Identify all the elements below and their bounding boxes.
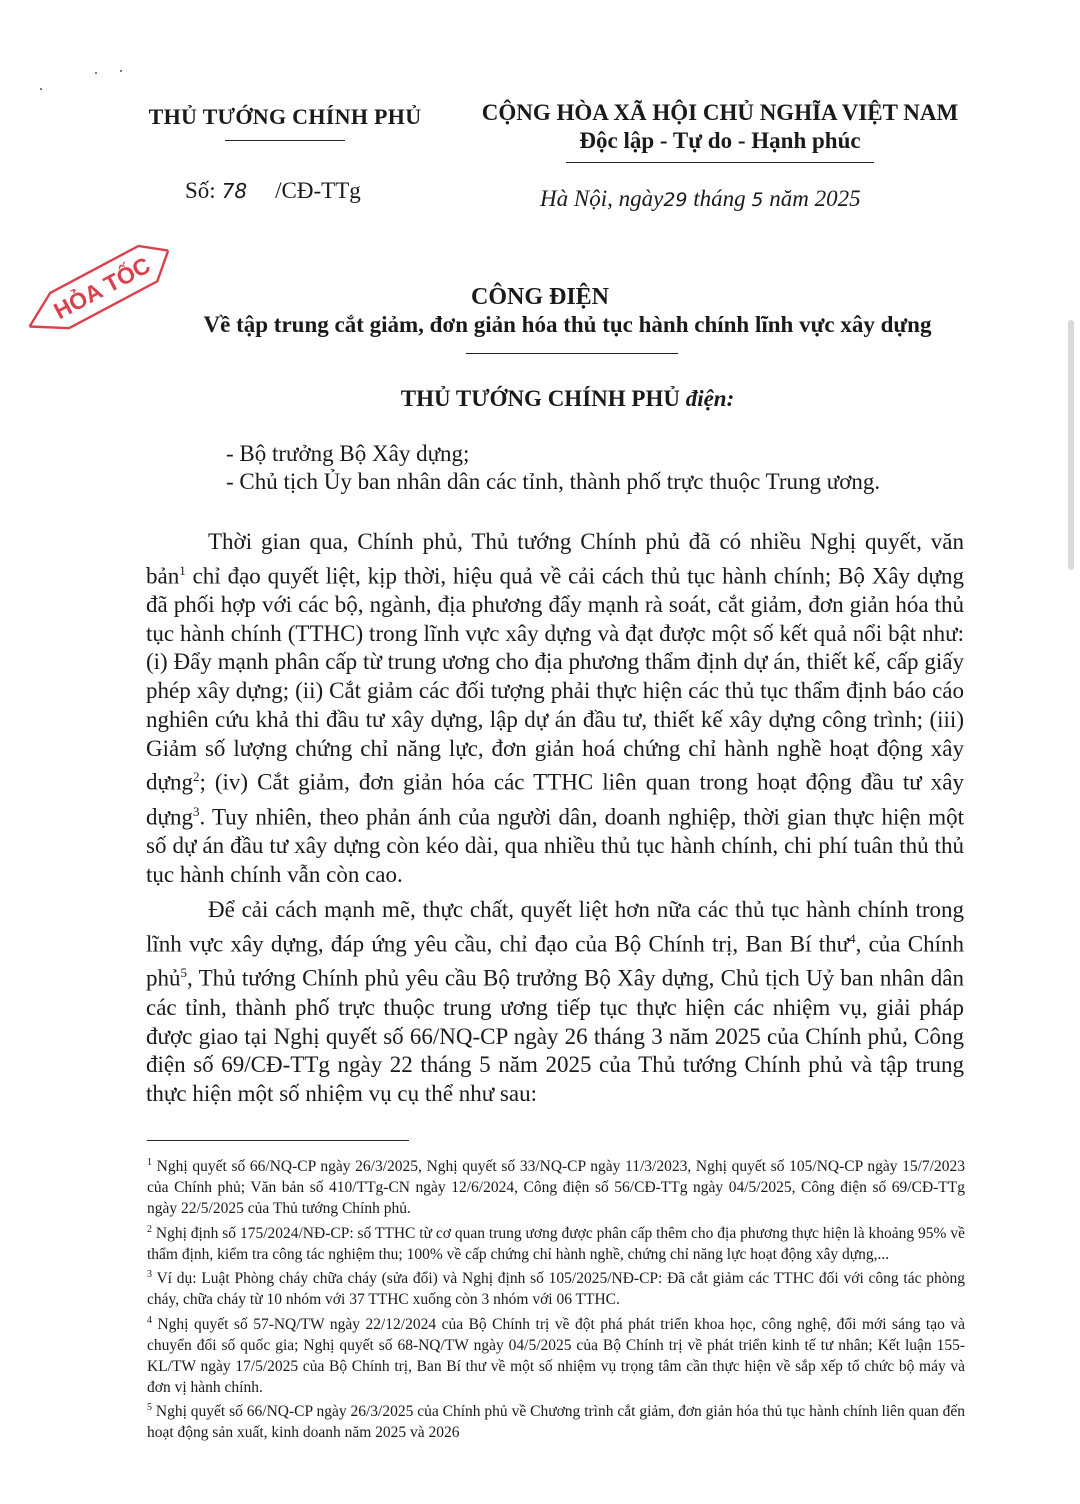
- number-handwritten: 78: [221, 179, 248, 203]
- footnote-item: [147, 1220, 965, 1266]
- sender-name: THỦ TƯỚNG CHÍNH PHỦ: [400, 386, 680, 411]
- document-subtitle: Về tập trung cắt giảm, đơn giản hóa thủ tục hành chính lĩnh vực xây dựng: [203, 312, 932, 337]
- recipient-item: - Chủ tịch Ủy ban nhân dân các tỉnh, thành phố trực thuộc Trung ương.: [226, 469, 881, 494]
- footnote-mark: 5: [147, 1402, 152, 1414]
- date-month: 5: [751, 189, 764, 211]
- footnote-text: Nghị định số 175/2024/NĐ-CP: số TTHC từ cơ quan trung ương được phân cấp thêm cho địa phương thực hiện là khoảng 95% về thẩm định, kiểm tra công tác nghiệm thu; 100% về cấp chứng chỉ hành nghề, chứng chỉ năng lực hoạt động xây dựng,...: [147, 1224, 965, 1263]
- date-year: năm 2025: [769, 186, 861, 211]
- footnote-mark: 3: [147, 1269, 152, 1281]
- sender-suffix: điện:: [685, 386, 735, 411]
- footnote-mark: 2: [147, 1223, 152, 1235]
- national-title-block: [470, 100, 970, 163]
- number-prefix: Số:: [185, 178, 216, 203]
- footnote-item: [147, 1311, 965, 1398]
- footnote-item: [147, 1153, 965, 1220]
- footnote-ref[interactable]: 2: [192, 769, 200, 785]
- agency-underline: [225, 140, 345, 141]
- footnote-item: [147, 1398, 965, 1444]
- motto-underline: [566, 162, 874, 163]
- footnote-text: Nghị quyết số 66/NQ-CP ngày 26/3/2025 của Chính phủ về Chương trình cắt giảm, đơn giản hóa thủ tục hành chính liên quan đến hoạt động sản xuất, kinh doanh năm 2025 và 2026: [147, 1403, 965, 1442]
- footnote-separator: [147, 1140, 409, 1141]
- stamp-text: HỎA TỐC: [49, 251, 155, 325]
- body-paragraph-1: [146, 528, 964, 889]
- footnote-text: Nghị quyết số 66/NQ-CP ngày 26/3/2025, Nghị quyết số 33/NQ-CP ngày 11/3/2023, Nghị quyết số 105/NQ-CP ngày 15/7/2023 của Chính phủ; Văn bản số 410/TTg-CN ngày 12/6/2024, Công điện số 56/CĐ-TTg ngày 04/5/2025, Công điện số 69/CĐ-TTg ngày 22/5/2025 của Thủ tướng Chính phủ.: [147, 1158, 965, 1217]
- recipients-list: [226, 440, 880, 496]
- scan-speck: [40, 88, 42, 90]
- footnote-ref[interactable]: 1: [179, 562, 186, 578]
- issuing-agency-block: [140, 104, 430, 141]
- number-suffix: /CĐ-TTg: [275, 178, 361, 203]
- body-paragraph-2: [146, 896, 964, 1108]
- footnote-item: [147, 1265, 965, 1311]
- footnote-ref[interactable]: 5: [180, 965, 187, 981]
- date-prefix: Hà Nội, ngày: [540, 186, 664, 211]
- text-run: , của Chính phủ: [146, 931, 964, 992]
- nation-name: CỘNG HÒA XÃ HỘI CHỦ NGHĨA VIỆT NAM: [481, 100, 959, 125]
- document-number: [185, 178, 361, 204]
- text-run: , Thủ tướng Chính phủ yêu cầu Bộ trưởng Bộ Xây dựng, Chủ tịch Uỷ ban nhân dân các tỉnh, thành phố trực thuộc trung ương tiếp tục thực hiện các nhiệm vụ, giải pháp được giao tại Nghị quyết số 66/NQ-CP ngày 26 tháng 3 năm 2025 của Chính phủ, Công điện số 69/CĐ-TTg ngày 22 tháng 5 năm 2025 của Thủ tướng Chính phủ và tập trung thực hiện một số nhiệm vụ cụ thể như sau:: [146, 966, 964, 1106]
- footnote-ref[interactable]: 4: [849, 931, 856, 947]
- scan-speck: [95, 72, 97, 74]
- body-text: [146, 528, 964, 1116]
- footnote-mark: 1: [147, 1157, 152, 1168]
- date-month-label: tháng: [693, 186, 746, 211]
- text-run: Để cải cách mạnh mẽ, thực chất, quyết liệt hơn nữa các thủ tục hành chính trong lĩnh vực xây dựng, đáp ứng yêu cầu, chỉ đạo của Bộ Chính trị, Ban Bí thư: [146, 897, 964, 957]
- document-title: CÔNG ĐIỆN: [470, 284, 609, 310]
- footnote-text: Ví dụ: Luật Phòng cháy chữa cháy (sửa đổi) và Nghị định số 105/2025/NĐ-CP: Đã cắt giảm các TTHC đối với công tác phòng cháy, chữa cháy từ 10 nhóm với 37 TTHC xuống còn 3 nhóm với 06 TTHC.: [147, 1270, 965, 1309]
- text-run: Thời gian qua, Chính phủ, Thủ tướng Chính phủ đã có nhiều Nghị quyết, văn bản: [146, 529, 964, 589]
- national-motto: Độc lập - Tự do - Hạnh phúc: [579, 128, 861, 153]
- footnote-mark: 4: [147, 1315, 152, 1327]
- scan-speck: [120, 70, 122, 72]
- place-and-date: [540, 186, 861, 212]
- date-day: 29: [663, 189, 688, 211]
- text-run: ; (iv) Cắt giảm, đơn giản hóa các TTHC liên quan trong hoạt động đầu tư xây dựng: [146, 769, 964, 830]
- text-run: . Tuy nhiên, theo phản ánh của người dân, doanh nghiệp, thời gian thực hiện một số dự án đầu tư xây dựng còn kéo dài, qua nhiều thủ tục hành chính, chi phí tuân thủ thủ tục hành chính vẫn còn cao.: [146, 804, 964, 887]
- footnote-ref[interactable]: 3: [192, 803, 200, 819]
- recipient-item: - Bộ trưởng Bộ Xây dựng;: [226, 441, 470, 466]
- sender-line: [0, 386, 1080, 412]
- subtitle-underline: [466, 353, 678, 354]
- scrollbar[interactable]: [1068, 320, 1074, 570]
- issuing-agency: THỦ TƯỚNG CHÍNH PHỦ: [148, 104, 422, 129]
- text-run: chỉ đạo quyết liệt, kịp thời, hiệu quả về cải cách thủ tục hành chính; Bộ Xây dựng đã phối hợp với các bộ, ngành, địa phương đẩy mạnh rà soát, cắt giảm, đơn giản hóa thủ tục hành chính (TTHC) trong lĩnh vực xây dựng và đạt được một số kết quả nổi bật như: (i) Đẩy mạnh phân cấp từ trung ương cho địa phương thẩm định dự án, thiết kế, cấp giấy phép xây dựng; (ii) Cắt giảm các đối tượng phải thực hiện các thủ tục thẩm định báo cáo nghiên cứu khả thi đầu tư xây dựng, lập dự án đầu tư, thiết kế xây dựng công trình; (iii) Giảm số lượng chứng chỉ năng lực, đơn giản hoá chứng chỉ hành nghề hoạt động xây dựng: [146, 563, 964, 795]
- footnote-text: Nghị quyết số 57-NQ/TW ngày 22/12/2024 của Bộ Chính trị về đột phá phát triển khoa học, công nghệ, đổi mới sáng tạo và chuyển đổi số quốc gia; Nghị quyết số 68-NQ/TW ngày 04/5/2025 của Bộ Chính trị về phát triển kinh tế tư nhân; Kết luận 155-KL/TW ngày 17/5/2025 của Bộ Chính trị, Ban Bí thư về một số nhiệm vụ trọng tâm cần thực hiện về sắp xếp tổ chức bộ máy và đơn vị hành chính.: [147, 1316, 965, 1396]
- footnotes: [147, 1153, 965, 1444]
